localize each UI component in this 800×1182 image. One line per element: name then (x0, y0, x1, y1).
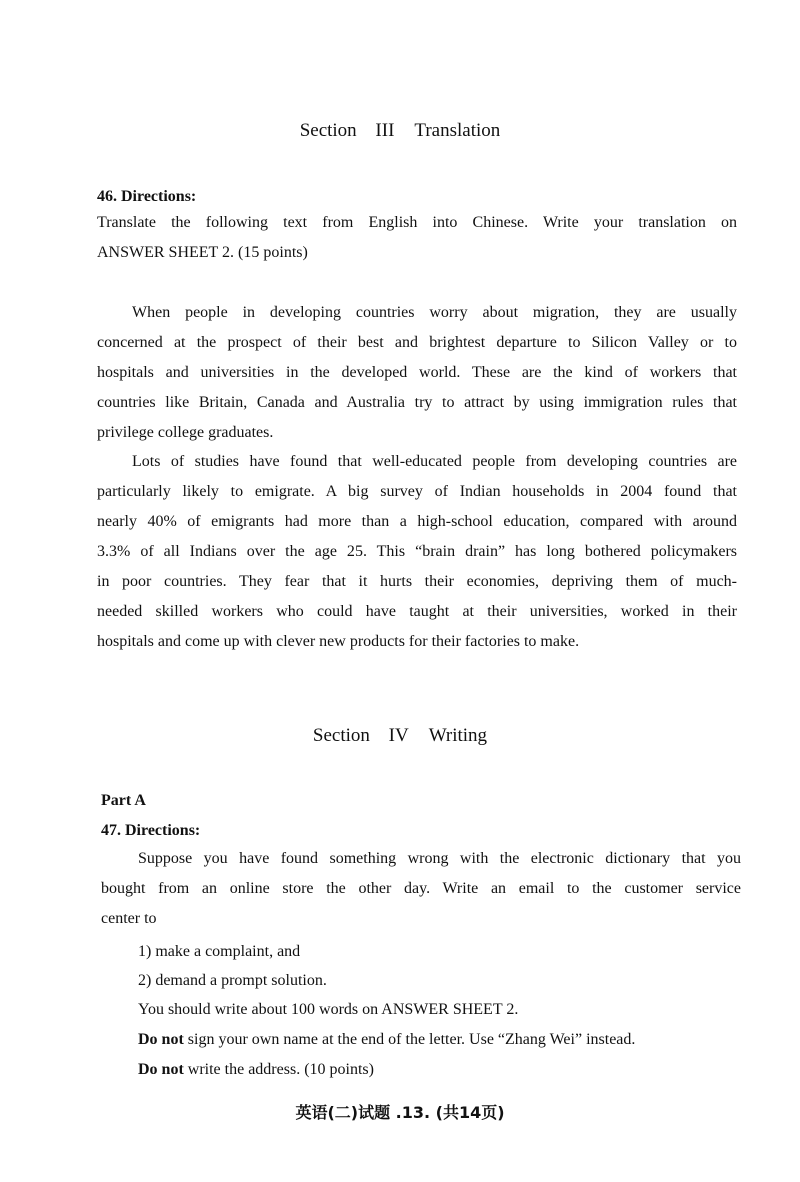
q46-passage-paragraph-2 (97, 447, 737, 657)
passage-line: concerned at the prospect of their best and brightest departure to Silicon Valley or to (97, 334, 737, 351)
passage-line: countries like Britain, Canada and Australia try to attract by using immigration rules that (97, 394, 737, 411)
q46-heading: 46. Directions: (97, 188, 197, 205)
do-not-emphasis: Do not (138, 1061, 184, 1078)
page-footer: 英语(二)试题 .13. (共14页) (295, 1103, 505, 1122)
q47-item-1: 1) make a complaint, and (138, 943, 301, 960)
q47-do-not-address: Do not write the address. (10 points) (138, 1061, 374, 1078)
section-4-number: Section IV (312, 725, 409, 746)
q46-directions-line-1: Translate the following text from English into Chinese. Write your translation on (97, 214, 737, 231)
q47-intro-line: center to (101, 910, 157, 927)
section-3-number: Section III (299, 120, 395, 141)
q46-directions-line-2: ANSWER SHEET 2. (15 points) (97, 244, 308, 261)
passage-line: in poor countries. They fear that it hurts their economies, depriving them of much- (97, 573, 737, 590)
passage-line: particularly likely to emigrate. A big survey of Indian households in 2004 found that (97, 483, 737, 500)
passage-line: nearly 40% of emigrants had more than a high-school education, compared with around (97, 513, 737, 530)
section-3-name: Translation (414, 120, 501, 141)
q46-directions (97, 208, 737, 268)
q47-words-note: You should write about 100 words on ANSWER SHEET 2. (138, 1001, 519, 1018)
q47-item-2: 2) demand a prompt solution. (138, 972, 327, 989)
section-4-title (0, 725, 800, 747)
passage-line: hospitals and universities in the developed world. These are the kind of workers that (97, 364, 737, 381)
q47-do-not-sign: Do not sign your own name at the end of the letter. Use “Zhang Wei” instead. (138, 1031, 636, 1048)
passage-line: Lots of studies have found that well-educated people from developing countries are (132, 453, 737, 470)
q47-intro (101, 844, 741, 934)
do-not-emphasis: Do not (138, 1031, 184, 1048)
section-4-name: Writing (428, 725, 488, 746)
q47-intro-line: Suppose you have found something wrong with the electronic dictionary that you (138, 850, 741, 867)
passage-line: needed skilled workers who could have taught at their universities, worked in their (97, 603, 737, 620)
part-a-label: Part A (101, 792, 146, 809)
passage-line: 3.3% of all Indians over the age 25. This “brain drain” has long bothered policymakers (97, 543, 737, 560)
q47-heading: 47. Directions: (101, 822, 201, 839)
passage-line: hospitals and come up with clever new products for their factories to make. (97, 633, 580, 650)
section-3-title (0, 120, 800, 142)
passage-line: When people in developing countries worry about migration, they are usually (132, 304, 737, 321)
q47-intro-line: bought from an online store the other day. Write an email to the customer service (101, 880, 741, 897)
q46-passage-paragraph-1 (97, 298, 737, 448)
passage-line: privilege college graduates. (97, 424, 274, 441)
